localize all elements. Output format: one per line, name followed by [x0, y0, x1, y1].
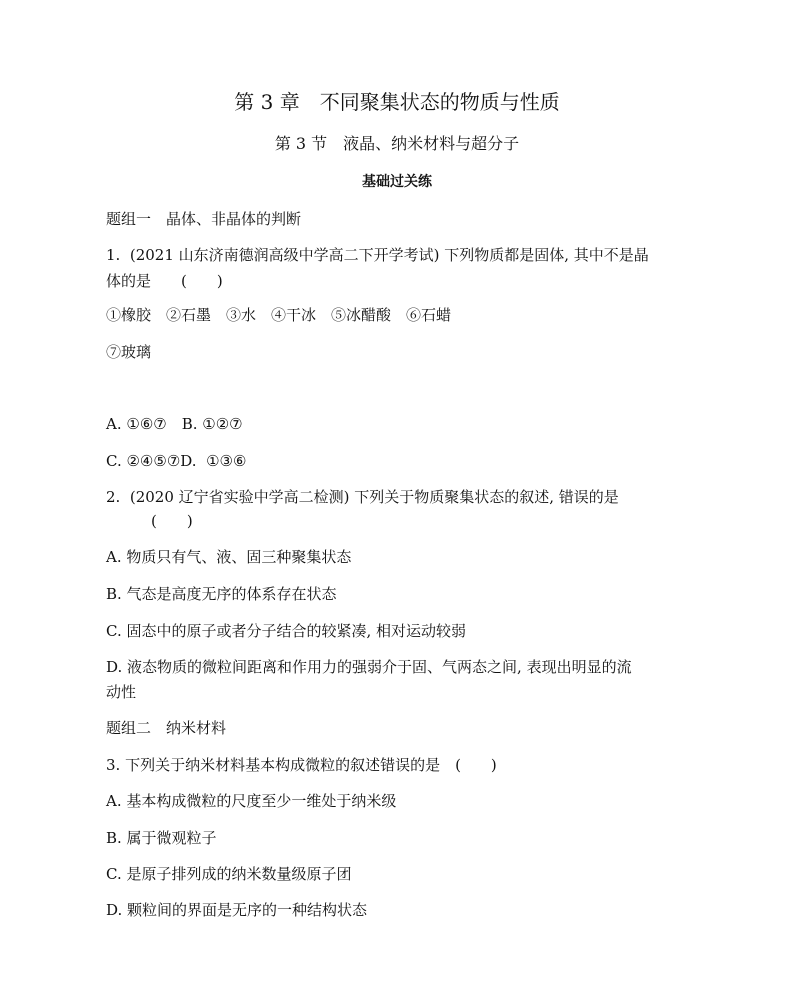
q3-option-a: A. 基本构成微粒的尺度至少一维处于纳米级: [106, 792, 397, 810]
q1-items-line2: ⑦玻璃: [106, 343, 152, 361]
q2-option-a: A. 物质只有气、液、固三种聚集状态: [106, 548, 352, 566]
subsection-title: 基础过关练: [362, 174, 432, 190]
q2-stem-line1: 2. (2020 辽宁省实验中学高二检测) 下列关于物质聚集状态的叙述, 错误的是: [106, 488, 619, 506]
q2-stem-line2: ( ): [106, 512, 193, 530]
q2-option-d-line1: D. 液态物质的微粒间距离和作用力的强弱介于固、气两态之间, 表现出明显的流: [106, 658, 632, 676]
q1-options-line1: A. ①⑥⑦ B. ①②⑦: [106, 415, 243, 433]
q1-options-line2: C. ②④⑤⑦D. ①③⑥: [106, 452, 247, 470]
section-title: 第 3 节 液晶、纳米材料与超分子: [274, 134, 520, 153]
q3-option-b: B. 属于微观粒子: [106, 829, 217, 847]
chapter-title: 第 3 章 不同聚集状态的物质与性质: [234, 90, 560, 114]
q1-stem-line2: 体的是 ( ): [106, 272, 223, 290]
q1-items-line1: ①橡胶 ②石墨 ③水 ④干冰 ⑤冰醋酸 ⑥石蜡: [106, 306, 452, 324]
q2-option-d-line2: 动性: [106, 683, 137, 701]
q2-option-c: C. 固态中的原子或者分子结合的较紧凑, 相对运动较弱: [106, 622, 467, 640]
q3-option-d: D. 颗粒间的界面是无序的一种结构状态: [106, 901, 368, 919]
q3-option-c: C. 是原子排列成的纳米数量级原子团: [106, 865, 352, 883]
q2-option-b: B. 气态是高度无序的体系存在状态: [106, 585, 337, 603]
q3-stem: 3. 下列关于纳米材料基本构成微粒的叙述错误的是 ( ): [106, 756, 497, 774]
q1-stem-line1: 1. (2021 山东济南德润高级中学高二下开学考试) 下列物质都是固体, 其中不是晶: [106, 246, 649, 264]
group2-title: 题组二 纳米材料: [106, 719, 227, 737]
group1-title: 题组一 晶体、非晶体的判断: [106, 210, 302, 228]
